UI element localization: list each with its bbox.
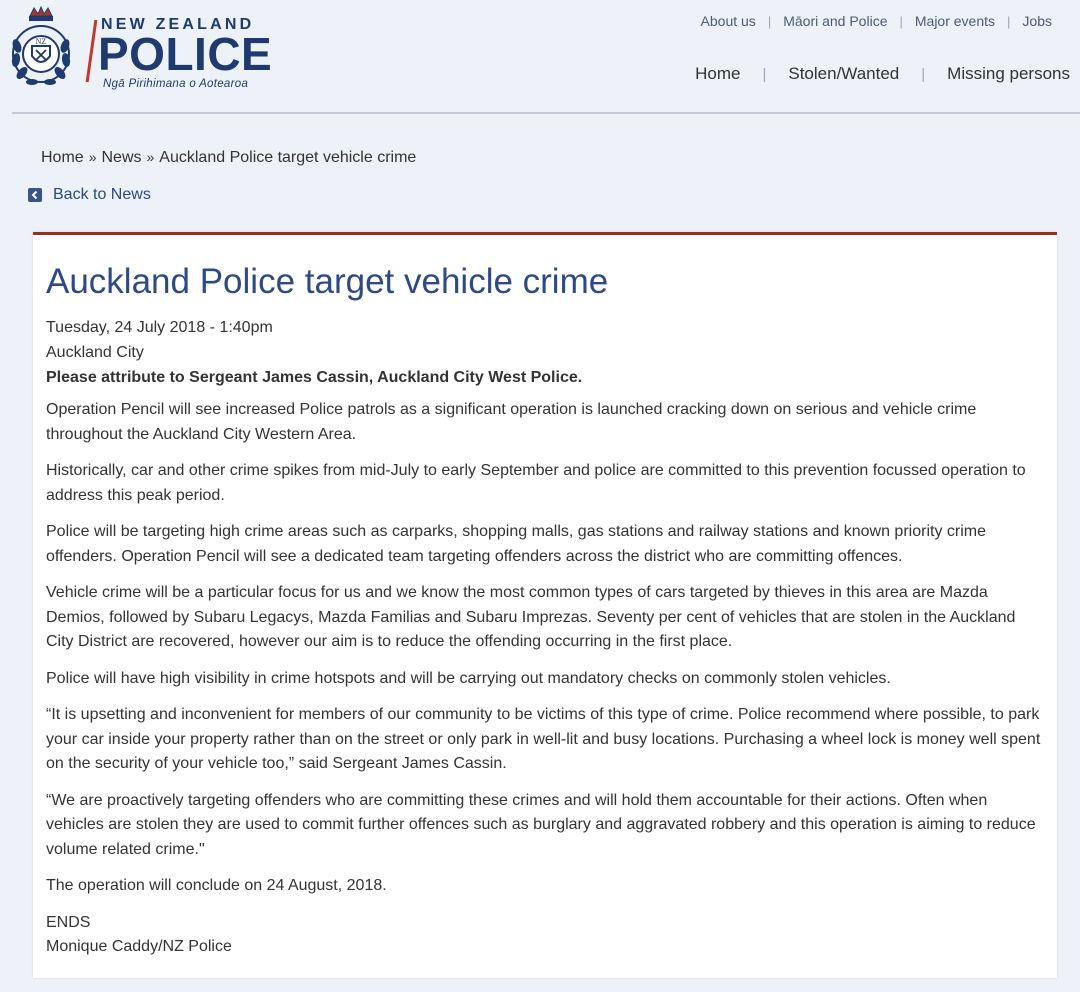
logo-divider — [86, 20, 98, 82]
breadcrumb-current: Auckland Police target vehicle crime — [159, 149, 417, 166]
article-meta — [46, 315, 582, 390]
article-paragraph: The operation will conclude on 24 August, 2018. — [46, 877, 387, 894]
breadcrumb-home[interactable]: Home — [41, 149, 84, 166]
nav-missing-persons[interactable]: Missing persons — [947, 64, 1070, 83]
back-arrow-icon — [28, 188, 42, 202]
article-card — [33, 232, 1057, 978]
article-paragraph: Police will be targeting high crime areas such as carparks, shopping malls, gas stations and railway stations and known priority crime offenders. Operation Pencil will see a dedicated team targeting offenders across the district who are committing offences. — [46, 523, 986, 565]
back-to-news-link[interactable] — [28, 186, 151, 204]
brand-main-text: POLICE — [98, 28, 273, 80]
breadcrumb — [41, 149, 416, 167]
separator: | — [899, 13, 903, 29]
article-attribution: Please attribute to Sergeant James Cassin, Auckland City West Police. — [46, 369, 583, 386]
top-link-maori-and-police[interactable]: Māori and Police — [783, 13, 888, 29]
top-link-major-events[interactable]: Major events — [914, 13, 996, 29]
article-body — [46, 398, 1046, 960]
separator: | — [767, 13, 772, 29]
separator: | — [1007, 13, 1011, 29]
article-date: Tuesday, 24 July 2018 - 1:40pm — [46, 319, 273, 336]
nav-stolen-wanted[interactable]: Stolen/Wanted — [788, 64, 900, 83]
article-paragraph: “We are proactively targeting offenders who are committing these crimes and will hold them accountable for their actions. Often when vehicles are stolen they are used to commit further offences such as burglary and aggravated robbery and this operation is aiming to reduce volume related crime." — [46, 791, 1036, 858]
article-ends: ENDS — [46, 913, 91, 931]
svg-text:NZ: NZ — [35, 37, 47, 46]
main-nav — [695, 64, 1070, 84]
article-author: Monique Caddy/NZ Police — [46, 938, 232, 955]
article-paragraph: “It is upsetting and inconvenient for members of our community to be victims of this type of crime. Police recommend where possible, to park your car inside your property rather than on the street or only park in well-lit and busy locations. Purchasing a wheel lock is money well spent on the security of your vehicle too,” said Sergeant James Cassin. — [46, 706, 1041, 772]
nav-home[interactable]: Home — [695, 64, 741, 83]
police-crest-icon — [10, 6, 72, 90]
back-to-news-label: Back to News — [53, 186, 151, 203]
article-paragraph: Police will have high visibility in crime hotspots and will be carrying out mandatory checks on commonly stolen vehicles. — [46, 669, 891, 687]
article-title: Auckland Police target vehicle crime — [46, 262, 609, 301]
utility-nav — [701, 13, 1052, 29]
article-paragraph: Operation Pencil will see increased Police patrols as a significant operation is launched cracking down on serious and vehicle crime throughout the Auckland City Western Area. — [46, 401, 977, 443]
article-location: Auckland City — [46, 344, 144, 361]
site-header — [0, 0, 1080, 113]
breadcrumb-news[interactable]: News — [101, 149, 142, 166]
site-logo[interactable] — [10, 6, 272, 92]
article-paragraph: Vehicle crime will be a particular focus for us and we know the most common types of cars targeted by thieves in this area are Mazda Demios, followed by Subaru Legacys, Mazda Familias and Subaru Imprezas. Seventy per cent of vehicles that are stolen in the Auckland City District are recovered, however our aim is to reduce the offending occurring in the first place. — [46, 584, 1016, 650]
article-paragraph: Historically, car and other crime spikes from mid-July to early September and police are committed to this prevention focussed operation to address this peak period. — [46, 462, 1026, 504]
brand-sub-text: Ngā Pirihimana o Aotearoa — [103, 78, 249, 90]
top-link-about-us[interactable]: About us — [700, 13, 756, 29]
breadcrumb-separator: » — [88, 149, 97, 165]
separator: | — [921, 65, 926, 83]
top-link-jobs[interactable]: Jobs — [1022, 13, 1052, 29]
separator: | — [762, 65, 767, 83]
header-divider — [12, 112, 1080, 114]
brand-top-text: NEW ZEALAND — [101, 16, 255, 33]
breadcrumb-separator: » — [146, 149, 155, 165]
